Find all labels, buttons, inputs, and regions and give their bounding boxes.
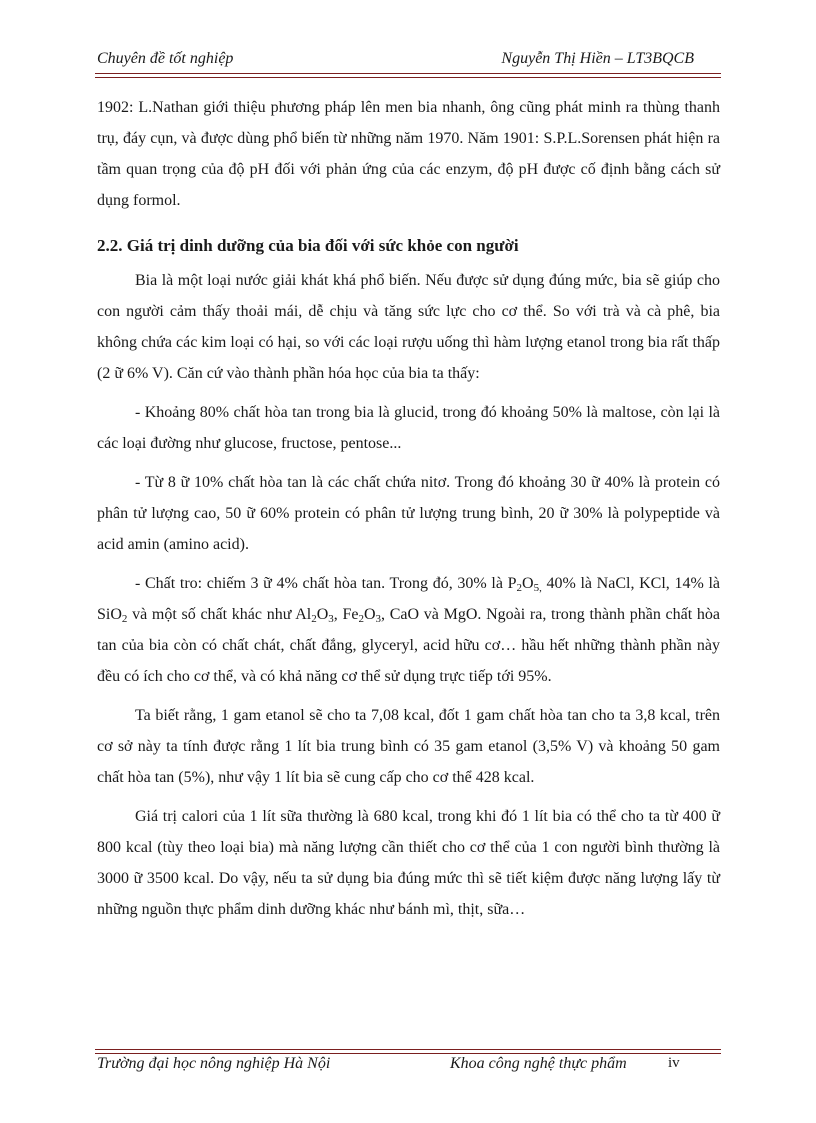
subscript: 3: [375, 613, 382, 625]
footer-rule: [95, 1049, 721, 1054]
ash-text: O: [522, 575, 534, 592]
subscript: 2: [121, 613, 128, 625]
paragraph-history: 1902: L.Nathan giới thiệu phương pháp lên men bia nhanh, ông cũng phát minh ra thùng thanh trụ, đáy cụn, và được dùng phổ biến từ những năm 1970. Năm 1901: S.P.L.Sorensen phát hiện ra tầm quan trọng của độ pH đối với phản ứng của các enzym, độ pH được cố định bằng cách sử dụng formol.: [97, 99, 720, 209]
paragraph-ash: [97, 568, 720, 692]
subscript: 2: [358, 613, 364, 625]
page-footer: [97, 1055, 721, 1077]
ash-text: , CaO và MgO. Ngoài ra, trong thành phần chất hòa tan của bia còn có chất chát, chất đắng, glyceryl, acid hữu cơ… hầu hết những thành phần này đều có ích cho cơ thể, và có khả năng cơ thể sử dụng trực tiếp tới 95%.: [97, 606, 721, 685]
ash-text: và một số chất khác như Al: [127, 606, 312, 623]
paragraph-glucid: - Khoảng 80% chất hòa tan trong bia là glucid, trong đó khoảng 50% là maltose, còn lại là các loại đường như glucose, fructose, pentose...: [97, 404, 720, 452]
paragraph-calorie: Giá trị calori của 1 lít sữa thường là 680 kcal, trong khi đó 1 lít bia có thể cho ta từ 400 ữ 800 kcal (tùy theo loại bia) mà năng lượng cần thiết cho cơ thể của 1 con người bình thường là 3000 ữ 3500 kcal. Do vậy, nếu ta sử dụng bia đúng mức thì sẽ tiết kiệm được năng lượng lấy từ những nguồn thực phẩm dinh dưỡng khác như bánh mì, thịt, sữa…: [97, 808, 720, 918]
subscript: 2: [311, 613, 317, 625]
paragraph-nitrogen: - Từ 8 ữ 10% chất hòa tan là các chất chứa nitơ. Trong đó khoảng 30 ữ 40% là protein có phân tử lượng cao, 50 ữ 60% protein có phân tử lượng trung bình, 20 ữ 30% là polypeptide và acid amin (amino acid).: [97, 474, 720, 553]
header-right-text: Nguyễn Thị Hiền – LT3BQCB: [501, 50, 694, 67]
ash-text: O: [316, 606, 329, 623]
section-heading: 2.2. Giá trị dinh dưỡng của bia đối với sức khỏe con người: [97, 236, 519, 255]
ash-text: 40% là NaCl, KCl, 14% là SiO: [97, 575, 720, 623]
footer-left-text: Trường đại học nông nghiệp Hà Nội: [97, 1055, 331, 1072]
footer-center-text: Khoa công nghệ thực phẩm: [450, 1055, 627, 1072]
page-body: [97, 92, 720, 925]
header-rule: [95, 73, 721, 78]
subscript: 3: [328, 613, 334, 625]
ash-text: O: [363, 606, 376, 623]
page-header: [97, 50, 721, 72]
paragraph-energy: Ta biết rằng, 1 gam etanol sẽ cho ta 7,08 kcal, đốt 1 gam chất hòa tan cho ta 3,8 kcal, trên cơ sở này ta tính được rằng 1 lít bia trung bình có 35 gam etanol (3,5% V) và khoảng 50 gam chất hòa tan (5%), như vậy 1 lít bia sẽ cung cấp cho cơ thể 428 kcal.: [97, 707, 720, 786]
subscript: 2: [516, 582, 522, 594]
page-number: iv: [668, 1055, 680, 1071]
header-left-text: Chuyên đề tốt nghiệp: [97, 50, 234, 67]
ash-text: , Fe: [333, 606, 359, 623]
ash-text: - Chất tro: chiếm 3 ữ 4% chất hòa tan. Trong đó, 30% là P: [135, 575, 517, 592]
paragraph-intro: Bia là một loại nước giải khát khá phổ biến. Nếu được sử dụng đúng mức, bia sẽ giúp cho con người cảm thấy thoải mái, dễ chịu và tăng sức lực cho cơ thể. So với trà và cà phê, bia không chứa các kim loại có hại, so với các loại rượu uống thì hàm lượng etanol trong bia rất thấp (2 ữ 6% V). Căn cứ vào thành phần hóa học của bia ta thấy:: [97, 272, 720, 382]
subscript: 5,: [533, 582, 542, 594]
